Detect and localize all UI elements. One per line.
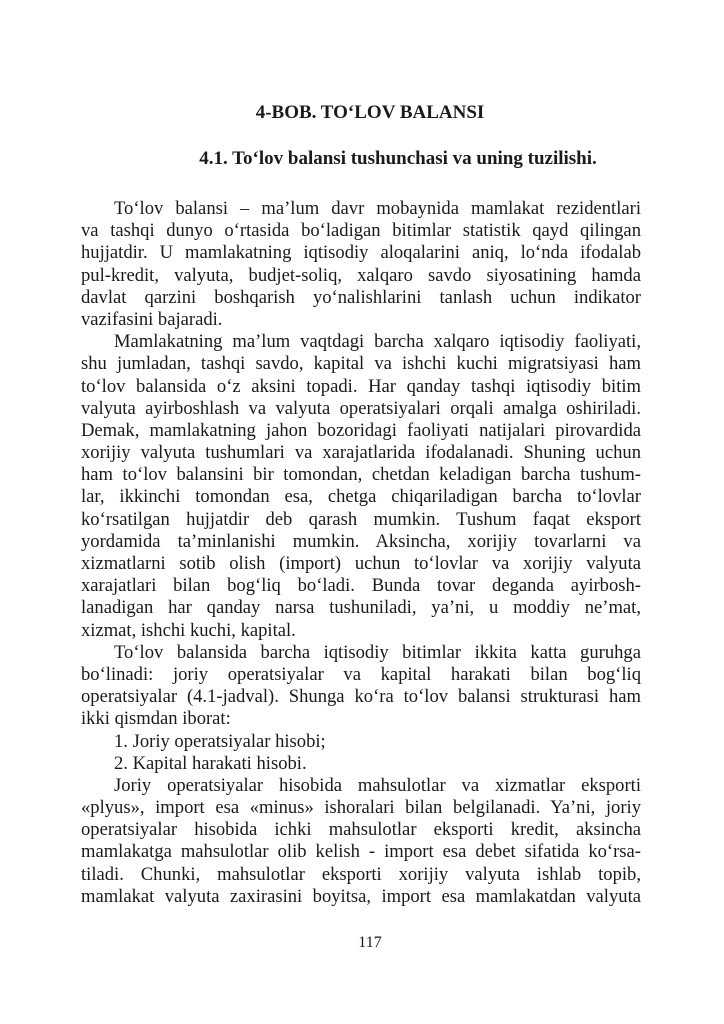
text-line: xizmatlarni sotib olish (import) uchun to‘lovlar va xorijiy valyuta — [81, 553, 641, 574]
text-line: operatsiyalar hisobida ichki mahsulotlar eksporti kredit, aksincha — [81, 819, 641, 841]
text-line: va tashqi dunyo o‘rtasida bo‘ladigan bitimlar statistik qayd qilingan — [81, 220, 641, 242]
text-line: hujjatdir. U mamlakatning iqtisodiy aloqalarini aniq, lo‘nda ifodalab — [81, 242, 641, 264]
text-line: xizmat, ishchi kuchi, kapital. — [81, 619, 296, 641]
section-title: 4.1. To‘lov balansi tushunchasi va uning tuzilishi. — [199, 148, 597, 169]
text-line: bo‘linadi: joriy operatsiyalar va kapital harakati bilan bog‘liq — [81, 663, 641, 685]
text-line: mamlakatga mahsulotlar olib kelish - import esa debet sifatida ko‘rsa- — [81, 841, 641, 863]
text-line: 1. Joriy operatsiyalar hisobi; — [114, 730, 326, 752]
text-line: valyuta ayirboshlash va valyuta operatsiyalari orqali amalga oshiriladi. — [81, 397, 641, 419]
text-line: ko‘rsatilgan hujjatdir deb qarash mumkin. Tushum faqat eksport — [81, 508, 641, 530]
text-line: To‘lov balansida barcha iqtisodiy bitimlar ikkita katta guruhga — [114, 641, 641, 663]
text-line: «plyus», import esa «minus» ishoralari bilan belgilanadi. Ya’ni, joriy — [81, 797, 641, 819]
text-line: davlat qarzini boshqarish yo‘nalishlarini tanlash uchun indikator — [81, 286, 641, 308]
text-line: To‘lov balansi – ma’lum davr mobaynida mamlakat rezidentlari — [114, 198, 641, 219]
text-line: Joriy operatsiyalar hisobida mahsulotlar va xizmatlar eksporti — [114, 774, 641, 796]
text-line: to‘lov balansida o‘z aksini topadi. Har qanday tashqi iqtisodiy bitim — [81, 375, 641, 397]
text-line: 2. Kapital harakati hisobi. — [114, 752, 307, 774]
text-line: tiladi. Chunki, mahsulotlar eksporti xorijiy valyuta ishlab topib, — [81, 863, 641, 885]
paragraph — [81, 775, 641, 908]
text-line: lar, ikkinchi tomondan esa, chetga chiqariladigan barcha to‘lovlar — [81, 486, 641, 508]
text-line: xorijiy valyuta tushumlari va xarajatlarida ifodalanadi. Shuning uchun — [81, 442, 641, 464]
text-line: operatsiyalar (4.1-jadval). Shunga ko‘ra to‘lov balansi strukturasi ham — [81, 686, 641, 708]
text-line: vazifasini bajaradi. — [81, 308, 223, 330]
text-line: lanadigan har qanday narsa tushuniladi, ya’ni, u moddiy ne’mat, — [81, 597, 641, 619]
text-line: shu jumladan, tashqi savdo, kapital va ishchi kuchi migratsiyasi ham — [81, 353, 641, 375]
text-line: Mamlakatning ma’lum vaqtdagi barcha xalqaro iqtisodiy faoliyati, — [114, 331, 641, 353]
paragraph — [81, 642, 641, 731]
paragraph — [81, 731, 641, 753]
page-number: 117 — [358, 934, 382, 951]
text-line: ham to‘lov balansini bir tomondan, chetdan keladigan barcha tushum- — [81, 464, 641, 486]
text-line: mamlakat valyuta zaxirasini boyitsa, import esa mamlakatdan valyuta — [81, 885, 641, 907]
paragraph — [81, 753, 641, 775]
paragraph — [81, 198, 641, 331]
text-line: yordamida ta’minlanishi mumkin. Aksincha, xorijiy tovarlarni va — [81, 530, 641, 552]
paragraph — [81, 331, 641, 642]
text-line: pul-kredit, valyuta, budjet-soliq, xalqaro savdo siyosatining hamda — [81, 264, 641, 286]
body-text — [81, 198, 641, 908]
text-line: xarajatlari bilan bog‘liq bo‘ladi. Bunda tovar deganda ayirbosh- — [81, 575, 641, 597]
chapter-title: 4-BOB. TO‘LOV BALANSI — [255, 102, 485, 123]
text-line: ikki qismdan iborat: — [81, 708, 231, 730]
text-line: Demak, mamlakatning jahon bozoridagi faoliyati natijalari pirovardida — [81, 419, 641, 441]
